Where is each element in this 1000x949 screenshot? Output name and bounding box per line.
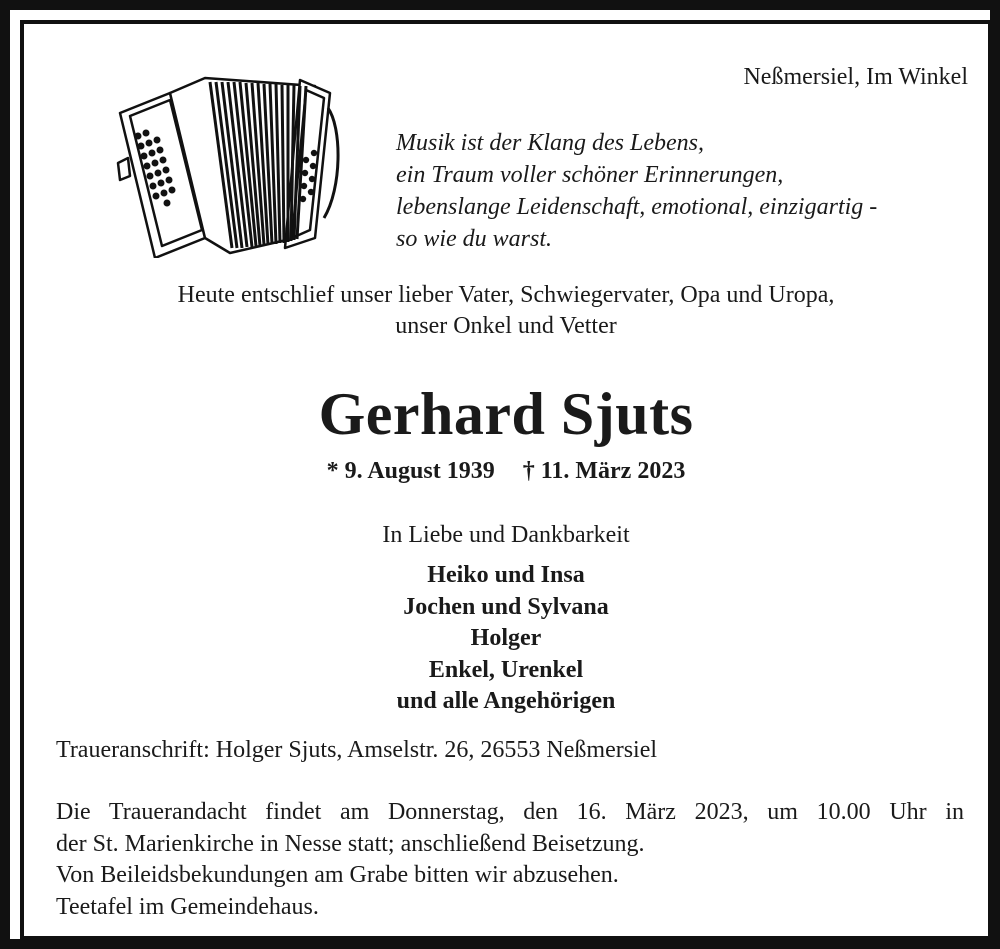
mourner-name: Heiko und Insa: [427, 562, 585, 588]
poem-line: so wie du warst.: [396, 226, 553, 252]
accordion-icon: [110, 68, 340, 258]
mourner-name: Enkel, Urenkel: [428, 656, 584, 683]
mourner-name: Holger: [470, 625, 542, 651]
poem-line: lebenslange Leidenschaft, emotional, einzigartig -: [396, 194, 878, 220]
intro-line: Heute entschlief unser lieber Vater, Schwiegervater, Opa und Uropa,: [177, 282, 835, 308]
thanks-line: In Liebe und Dankbarkeit: [382, 522, 630, 548]
poem-line: Musik ist der Klang des Lebens,: [396, 130, 704, 156]
birth-date: * 9. August 1939: [326, 458, 495, 484]
service-line: der St. Marienkirche in Nesse statt; anschließend Beisetzung.: [56, 830, 645, 857]
funeral-service-info: [56, 797, 964, 923]
mourning-address: Traueranschrift: Holger Sjuts, Amselstr. 26, 26553 Neßmersiel: [56, 737, 658, 763]
death-date: † 11. März 2023: [522, 458, 686, 484]
service-line: Teetafel im Gemeindehaus.: [56, 893, 319, 920]
service-line: Die Trauerandacht findet am Donnerstag, den 16. März 2023, um 10.00 Uhr in: [56, 799, 964, 825]
deceased-name: Gerhard Sjuts: [318, 381, 694, 447]
mourners-list: [24, 560, 988, 718]
poem: [396, 127, 877, 255]
death-announcement-intro: [24, 280, 988, 342]
life-dates: [24, 458, 988, 485]
intro-line: unser Onkel und Vetter: [395, 313, 617, 339]
service-line: Von Beileidsbekundungen am Grabe bitten wir abzusehen.: [56, 862, 619, 888]
obituary-frame-inner: [20, 20, 992, 940]
poem-line: ein Traum voller schöner Erinnerungen,: [396, 162, 784, 188]
mourner-name: Jochen und Sylvana: [403, 593, 609, 620]
mourner-name: und alle Angehörigen: [396, 688, 616, 714]
place-of-residence: Neßmersiel, Im Winkel: [743, 64, 968, 90]
